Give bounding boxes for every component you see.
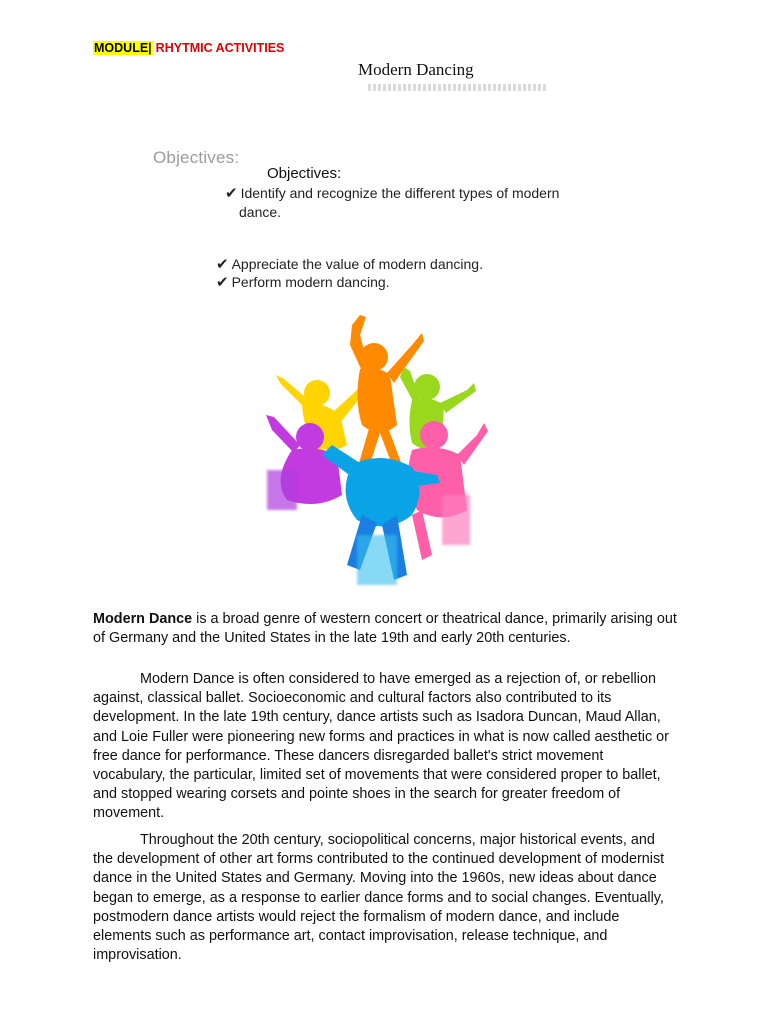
paragraph-origins: Modern Dance is often considered to have emerged as a rejection of, or rebellion against, classical ballet. Socioeconomic and cultural factors also contributed to its development. In the late 19th century, dance artists such as Isadora Duncan, Maud Allan, and Loie Fuller were pioneering new forms and practices in what is now called aesthetic or free dance for performance. These dancers disregarded ballet's strict movement vocabulary, the particular, limited set of movements that were considered proper to ballet, and stopped wearing corsets and pointe shoes in the search for greater freedom of movement. (93, 671, 669, 822)
objective-item-3 (216, 273, 390, 292)
module-label: MODULE| (94, 41, 152, 55)
title-ghost-text-decoration (368, 84, 548, 91)
objectives-ghost-heading: Objectives: (153, 148, 240, 167)
objectives-heading: Objectives: (267, 165, 342, 182)
paragraph-intro (93, 610, 678, 648)
objective-item-1-text: Identify and recognize the different types of modern (240, 185, 560, 201)
objective-item-3-text: Perform modern dancing. (231, 274, 390, 290)
check-icon: ✔ (216, 256, 229, 273)
paragraph-20th-century: Throughout the 20th century, sociopolitical concerns, major historical events, and the development of other art forms contributed to the continued development of modernist dance in the United States and Germany. Moving into the 1960s, new ideas about dance began to emerge, as a response to earlier dance forms and to social changes. Eventually, postmodern dance artists would reject the formalism of modern dance, and include elements such as performance art, contact improvisation, release technique, and improvisation. (93, 832, 665, 964)
check-icon: ✔ (216, 274, 229, 291)
objective-item-1 (225, 184, 605, 221)
objective-item-2-text: Appreciate the value of modern dancing. (231, 256, 483, 272)
objective-item-2 (216, 255, 483, 274)
paragraph-intro-text: is a broad genre of western concert or theatrical dance, primarily arising out of Germany and the United States in the late 19th and early 20th centuries. (93, 611, 677, 647)
dancers-illustration (262, 305, 492, 595)
term-modern-dance: Modern Dance (93, 611, 193, 627)
check-icon: ✔ (225, 185, 238, 202)
document-title: Modern Dancing (358, 60, 474, 79)
objective-item-1-continuation: dance. (239, 204, 282, 220)
module-topic: RHYTMIC ACTIVITIES (155, 41, 285, 55)
module-tag (93, 41, 284, 55)
